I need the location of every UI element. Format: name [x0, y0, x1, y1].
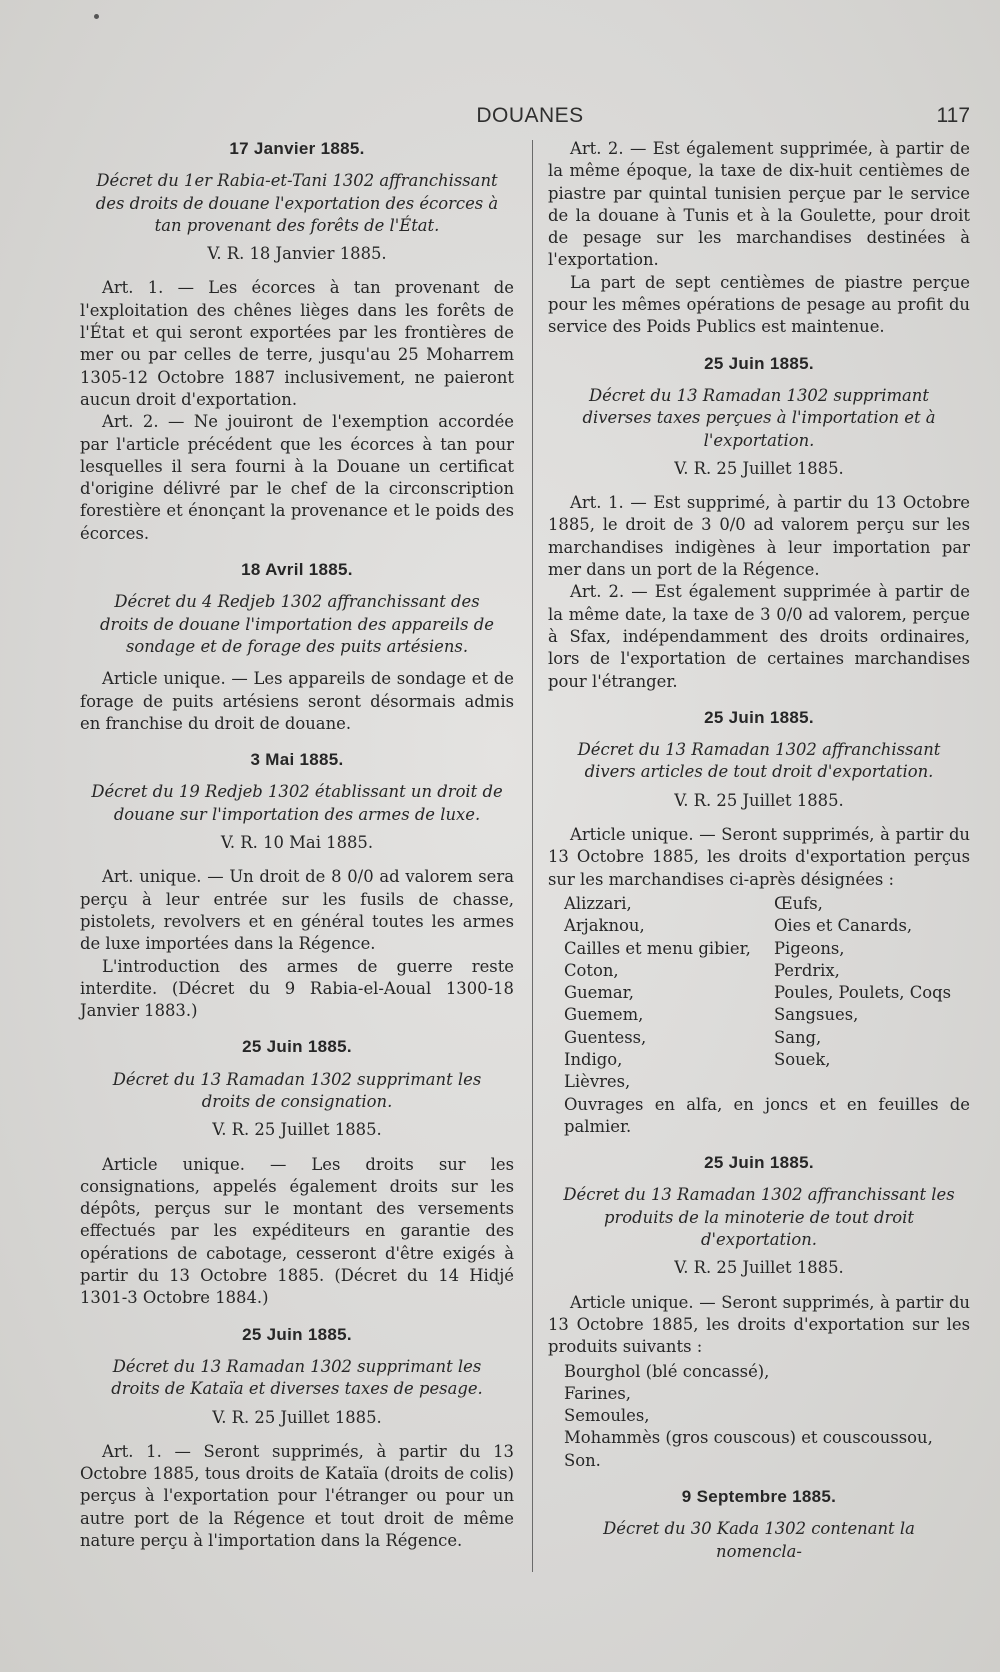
decree-title: Décret du 1er Rabia-et-Tani 1302 affranchissant des droits de douane l'exportation des écorces à tan provenant des forêts de l'État.: [95, 171, 499, 235]
vr-reference: V. R. 10 Mai 1885.: [220, 833, 374, 853]
decree-title: Décret du 13 Ramadan 1302 supprimant diverses taxes perçues à l'importation et à l'exportation.: [582, 385, 936, 450]
decree-title: Décret du 30 Kada 1302 contenant la nomencla-: [603, 1519, 915, 1561]
list-item: [774, 1071, 970, 1093]
vr-reference: V. R. 25 Juillet 1885.: [674, 1258, 844, 1278]
ink-speck: [94, 14, 99, 19]
products-list: [548, 1361, 970, 1472]
article-text: Article unique. — Les appareils de sondage et de forage de puits artésiens seront désormais admis en franchise du droit de douane.: [80, 669, 514, 733]
column-divider: [532, 140, 533, 1572]
list-item: Œufs,: [774, 893, 823, 913]
article-text: Article unique. — Seront supprimés, à partir du 13 Octobre 1885, les droits d'exportation perçus sur les marchandises ci-après désignées :: [548, 825, 970, 889]
list-item: Lièvres,: [564, 1072, 631, 1092]
decree-title: Décret du 4 Redjeb 1302 affranchissant des droits de douane l'importation des appareils de sondage et de forage des puits artésiens.: [100, 592, 494, 656]
section-date: 18 Avril 1885.: [241, 560, 353, 580]
list-item: Coton,: [564, 960, 619, 980]
list-item: Guemar,: [564, 983, 634, 1003]
section-date: 3 Mai 1885.: [250, 750, 344, 770]
list-item: Pigeons,: [774, 938, 845, 958]
right-column: [548, 138, 970, 1563]
article-text: Art. 2. — Ne jouiront de l'exemption accordée par l'article précédent que les écorces à tan pour lesquelles il sera fourni à la Douane un certificat d'origine délivré par le chef de la circonscription forestière et énonçant la provenance et le poids des écorces.: [80, 412, 514, 543]
article-text: Article unique. — Seront supprimés, à partir du 13 Octobre 1885, les droits d'exportation sur les produits suivants :: [548, 1292, 970, 1357]
section-date: 25 Juin 1885.: [704, 707, 814, 727]
vr-reference: V. R. 25 Juillet 1885.: [674, 458, 844, 478]
list-item: Alizzari,: [564, 893, 632, 913]
list-item: Indigo,: [564, 1049, 623, 1069]
vr-reference: V. R. 18 Janvier 1885.: [207, 244, 387, 264]
decree-title: Décret du 13 Ramadan 1302 supprimant les droits de consignation.: [112, 1069, 482, 1111]
list-item: Sangsues,: [774, 1005, 859, 1025]
section-date: 25 Juin 1885.: [704, 353, 814, 373]
section-date: 17 Janvier 1885.: [229, 139, 365, 158]
decree-title: Décret du 19 Redjeb 1302 établissant un droit de douane sur l'importation des armes de luxe.: [91, 782, 503, 824]
goods-list: [564, 893, 970, 1094]
list-item: Oies et Canards,: [774, 916, 913, 936]
list-item: Cailles et menu gibier,: [564, 938, 751, 958]
article-text: Art. 2. — Est également supprimée à partir de la même date, la taxe de 3 0/0 ad valorem, perçue à Sfax, indépendamment des droits ordinaires, lors de l'exportation de certaines marchandises pour l'étranger.: [548, 582, 970, 691]
left-column: [80, 138, 514, 1552]
decree-title: Décret du 13 Ramadan 1302 supprimant les droits de Kataïa et diverses taxes de pesage.: [111, 1356, 483, 1399]
list-item: Arjaknou,: [564, 916, 645, 936]
vr-reference: V. R. 25 Juillet 1885.: [212, 1120, 382, 1140]
article-text: Article unique. — Les droits sur les consignations, appelés également droits sur les dépôts, perçus sur le montant des versements effectués par les expéditeurs en garantie des opérations de cabotage, cesseront d'être exigés à partir du 13 Octobre 1885. (Décret du 14 Hidjé 1301-3 Octobre 1884.): [80, 1154, 514, 1308]
article-text: Art. 2. — Est également supprimée, à partir de la même époque, la taxe de dix-huit centièmes de piastre par quintal tunisien perçue par le service de la douane à Tunis et à la Goulette, pour droit de pesage sur les marchandises destinées à l'exportation.: [548, 139, 970, 270]
section-date: 25 Juin 1885.: [242, 1037, 352, 1057]
list-item: Guentess,: [564, 1027, 647, 1047]
list-item: Bourghol (blé concassé),: [564, 1361, 770, 1381]
page-number: 117: [936, 104, 970, 127]
section-date: 25 Juin 1885.: [242, 1324, 352, 1344]
section-date: 25 Juin 1885.: [704, 1153, 814, 1173]
decree-title: Décret du 13 Ramadan 1302 affranchissant les produits de la minoterie de tout droit d'exportation.: [563, 1185, 955, 1250]
list-item: Mohammès (gros couscous) et couscoussou,: [564, 1428, 933, 1448]
article-text: La part de sept centièmes de piastre perçue pour les mêmes opérations de pesage au profit du service des Poids Publics est maintenue.: [548, 272, 970, 337]
decree-title: Décret du 13 Ramadan 1302 affranchissant divers articles de tout droit d'exportation.: [577, 740, 941, 782]
article-text: Art. 1. — Les écorces à tan provenant de l'exploitation des chênes lièges dans les forêts de l'État et qui seront exportées par les frontières de mer ou par celles de terre, jusqu'au 25 Moharrem 1305-12 Octobre 1887 inclusivement, ne paieront aucun droit d'exportation.: [80, 278, 514, 409]
list-item: Semoules,: [564, 1406, 650, 1426]
list-item: Farines,: [564, 1383, 631, 1403]
article-text: Art. 1. — Seront supprimés, à partir du 13 Octobre 1885, tous droits de Kataïa (droits de colis) perçus à l'exportation pour l'étranger ou pour un autre port de la Régence et tout droit de même nature perçu à l'importation dans la Régence.: [80, 1441, 514, 1551]
vr-reference: V. R. 25 Juillet 1885.: [212, 1407, 382, 1427]
list-item: Souek,: [774, 1049, 831, 1069]
article-text: Art. unique. — Un droit de 8 0/0 ad valorem sera perçu à leur entrée sur les fusils de chasse, pistolets, revolvers et en général toutes les armes de luxe importées dans la Régence.: [80, 867, 514, 954]
running-title: DOUANES: [476, 104, 584, 127]
list-item: Guemem,: [564, 1005, 644, 1025]
vr-reference: V. R. 25 Juillet 1885.: [674, 790, 844, 810]
article-text: Art. 1. — Est supprimé, à partir du 13 Octobre 1885, le droit de 3 0/0 ad valorem perçu sur les marchandises indigènes à leur importation par mer dans un port de la Régence.: [548, 493, 970, 580]
list-item: Poules, Poulets, Coqs: [774, 983, 952, 1003]
list-item: Perdrix,: [774, 960, 840, 980]
article-text: L'introduction des armes de guerre reste interdite. (Décret du 9 Rabia-el-Aoual 1300-18 Janvier 1883.): [80, 956, 514, 1021]
section-date: 9 Septembre 1885.: [681, 1487, 837, 1507]
list-item: Sang,: [774, 1027, 822, 1047]
list-item: Son.: [564, 1450, 601, 1470]
list-item: Ouvrages en alfa, en joncs et en feuilles de palmier.: [564, 1094, 970, 1136]
